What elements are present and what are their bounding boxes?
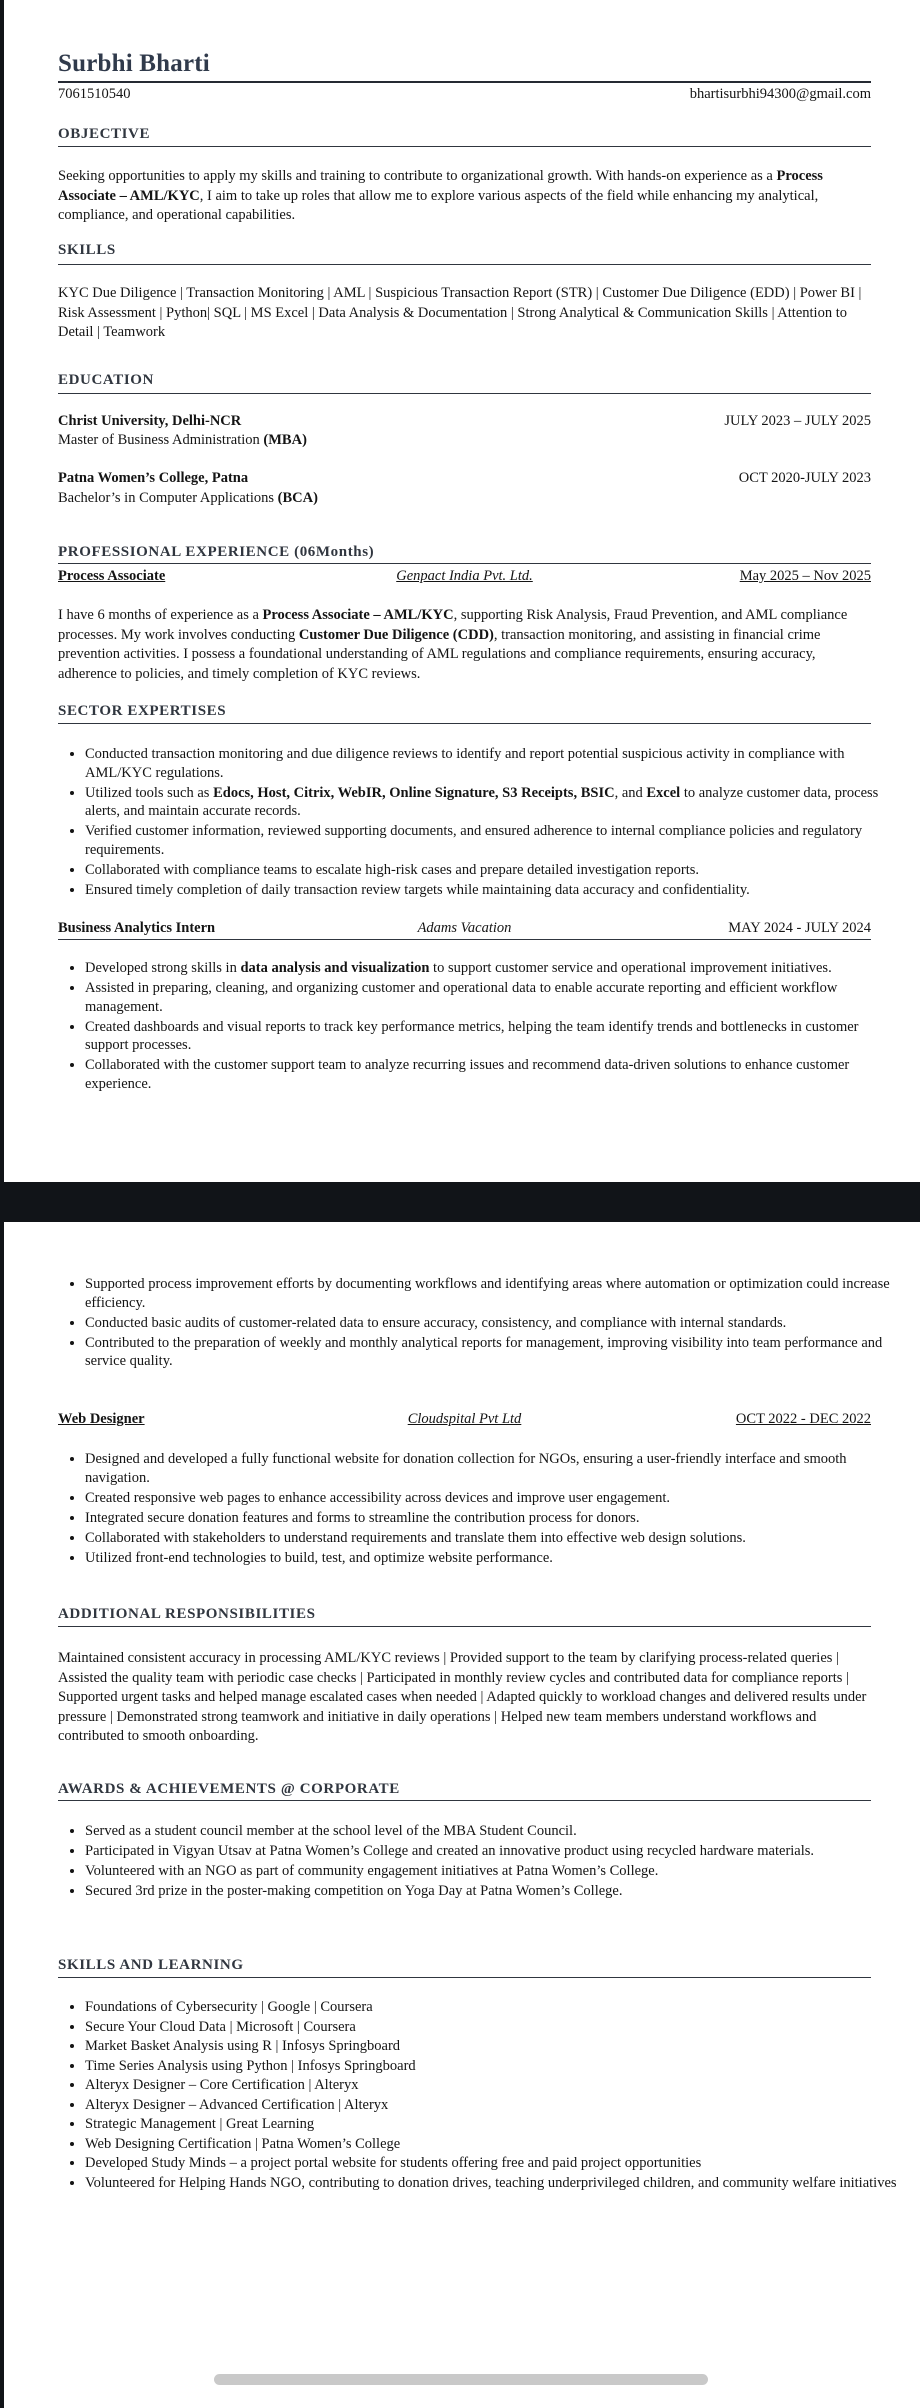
education-degree-1: Master of Business Administration (MBA): [58, 432, 307, 448]
internship-bullets: [58, 959, 898, 1095]
list-item: • Volunteered for Helping Hands NGO, contributing to donation drives, teaching underprivileged children, and community welfare initiatives: [85, 2174, 898, 2192]
skills-heading: SKILLS: [58, 242, 116, 258]
job-role: Web Designer: [58, 1411, 145, 1427]
contact-row: [58, 86, 871, 103]
list-item: • Served as a student council member at the school level of the MBA Student Council.: [85, 1822, 898, 1841]
page-gap: [0, 1182, 920, 1222]
list-item: • Participated in Vigyan Utsav at Patna Women’s College and created an innovative product using recycled hardware materials.: [85, 1842, 898, 1861]
job-company: Genpact India Pvt. Ltd.: [396, 568, 533, 584]
education-dates: OCT 2020-JULY 2023: [738, 470, 871, 486]
list-item: • Developed Study Minds – a project portal website for students offering free and paid project opportunities: [85, 2154, 898, 2172]
list-item: • Conducted basic audits of customer-related data to ensure accuracy, consistency, and compliance with internal standards.: [85, 1314, 898, 1333]
additional-responsibilities-heading: ADDITIONAL RESPONSIBILITIES: [58, 1606, 316, 1622]
job-header-web-designer: [58, 1410, 871, 1429]
list-item: • Collaborated with compliance teams to escalate high-risk cases and prepare detailed investigation reports.: [85, 861, 898, 880]
candidate-name: Surbhi Bharti: [58, 50, 210, 77]
resume-page-1: [4, 0, 920, 1182]
additional-responsibilities-text: Maintained consistent accuracy in processing AML/KYC reviews | Provided support to the team by clarifying process-related queries | Assisted the quality team with periodic case checks | Participated in monthly review cycles and contributed data for compliance reports | Supported urgent tasks and helped manage escalated cases when needed | Adapted quickly to workload changes and delivered results under pressure | Demonstrated strong teamwork and initiative in daily operations | Helped new team members understand workflows and contributed to smooth onboarding.: [58, 1650, 867, 1744]
job-header-business-analytics-intern: [58, 919, 871, 938]
email-address: bhartisurbhi94300@gmail.com: [689, 86, 871, 102]
internship-bullets-continued: [58, 1275, 898, 1372]
objective-text: Seeking opportunities to apply my skills and training to contribute to organizational growth. With hands-on experience as a Process Associate – AML/KYC, I aim to take up roles that allow me to explore various aspects of the field while enhancing my analytical, compliance, and operational capabilities.: [58, 168, 823, 223]
list-item: • Alteryx Designer – Advanced Certification | Alteryx: [85, 2096, 898, 2114]
skills-divider: [58, 264, 871, 265]
skills-learning-heading: SKILLS AND LEARNING: [58, 1957, 244, 1973]
list-item: • Utilized tools such as Edocs, Host, Citrix, WebIR, Online Signature, S3 Receipts, BSIC, and Excel to analyze customer data, process alerts, and maintain accurate records.: [85, 784, 898, 821]
list-item: • Alteryx Designer – Core Certification | Alteryx: [85, 2076, 898, 2094]
list-item: • Conducted transaction monitoring and due diligence reviews to identify and report potential suspicious activity in compliance with AML/KYC regulations.: [85, 745, 898, 782]
list-item: • Utilized front-end technologies to build, test, and optimize website performance.: [85, 1549, 898, 1568]
list-item: • Designed and developed a fully functional website for donation collection for NGOs, ensuring a user-friendly interface and smooth navigation.: [85, 1450, 898, 1487]
list-item: • Secured 3rd prize in the poster-making competition on Yoga Day at Patna Women’s College.: [85, 1882, 898, 1901]
list-item: • Assisted in preparing, cleaning, and organizing customer and operational data to enable accurate reporting and efficient workflow management.: [85, 979, 898, 1016]
job-dates: May 2025 – Nov 2025: [739, 568, 871, 584]
education-divider: [58, 393, 871, 394]
list-item: • Market Basket Analysis using R | Infosys Springboard: [85, 2037, 898, 2055]
list-item: • Time Series Analysis using Python | Infosys Springboard: [85, 2057, 898, 2075]
skills-learning-list: [58, 1998, 898, 2193]
additional-responsibilities-divider: [58, 1626, 871, 1627]
list-item: • Developed strong skills in data analysis and visualization to support customer service and operational improvement initiatives.: [85, 959, 898, 978]
awards-list: [58, 1822, 898, 1902]
list-item: • Collaborated with stakeholders to understand requirements and translate them into effective web design solutions.: [85, 1529, 898, 1548]
job-summary: I have 6 months of experience as a Process Associate – AML/KYC, supporting Risk Analysis, Fraud Prevention, and AML compliance processes. My work involves conducting Customer Due Diligence (CDD), transaction monitoring, and assisting in financial crime prevention activities. I possess a foundational understanding of AML regulations and compliance requirements, ensuring accuracy, adherence to policies, and timely completion of KYC reviews.: [58, 607, 848, 682]
list-item: • Secure Your Cloud Data | Microsoft | Coursera: [85, 2018, 898, 2036]
list-item: • Strategic Management | Great Learning: [85, 2115, 898, 2133]
list-item: • Volunteered with an NGO as part of community engagement initiatives at Patna Women’s College.: [85, 1862, 898, 1881]
awards-heading: AWARDS & ACHIEVEMENTS @ CORPORATE: [58, 1781, 400, 1797]
list-item: • Integrated secure donation features and forms to streamline the contribution process for donors.: [85, 1509, 898, 1528]
job-dates: MAY 2024 - JULY 2024: [728, 920, 871, 936]
education-degree-2: Bachelor’s in Computer Applications (BCA): [58, 490, 318, 506]
skills-text: KYC Due Diligence | Transaction Monitoring | AML | Suspicious Transaction Report (STR) | Customer Due Diligence (EDD) | Power BI | Risk Assessment | Python| SQL | MS Excel | Data Analysis & Documentation | Strong Analytical & Communication Skills | Attention to Detail | Teamwork: [58, 285, 862, 340]
awards-divider: [58, 1800, 871, 1801]
web-designer-bullets: [58, 1450, 898, 1569]
list-item: • Supported process improvement efforts by documenting workflows and identifying areas where automation or optimization could increase efficiency.: [85, 1275, 898, 1312]
list-item: • Foundations of Cybersecurity | Google | Coursera: [85, 1998, 898, 2016]
job-header-process-associate: [58, 567, 871, 586]
job-company: Cloudspital Pvt Ltd: [407, 1411, 522, 1427]
experience-heading: PROFESSIONAL EXPERIENCE (06Months): [58, 544, 375, 560]
job-role: Business Analytics Intern: [58, 920, 216, 936]
sector-expertise-list: [58, 745, 898, 901]
job-divider: [58, 939, 871, 940]
job-dates: OCT 2022 - DEC 2022: [735, 1411, 871, 1427]
sector-expertise-heading: SECTOR EXPERTISES: [58, 703, 227, 719]
list-item: • Web Designing Certification | Patna Women’s College: [85, 2135, 898, 2153]
list-item: • Ensured timely completion of daily transaction review targets while maintaining data accuracy and confidentiality.: [85, 881, 898, 900]
header-divider: [58, 81, 871, 84]
objective-divider: [58, 146, 871, 147]
phone-number: 7061510540: [58, 86, 131, 102]
job-role: Process Associate: [58, 568, 166, 584]
list-item: • Created responsive web pages to enhance accessibility across devices and improve user engagement.: [85, 1489, 898, 1508]
institution-name: Patna Women’s College, Patna: [58, 470, 249, 486]
list-item: • Collaborated with the customer support team to analyze recurring issues and recommend data-driven solutions to enhance customer experience.: [85, 1056, 898, 1093]
institution-name: Christ University, Delhi-NCR: [58, 413, 242, 429]
horizontal-scrollbar[interactable]: [214, 2374, 708, 2385]
job-company: Adams Vacation: [417, 920, 512, 936]
objective-heading: OBJECTIVE: [58, 126, 151, 142]
education-dates: JULY 2023 – JULY 2025: [724, 413, 871, 429]
experience-divider: [58, 563, 871, 564]
skills-learning-divider: [58, 1977, 871, 1978]
list-item: • Contributed to the preparation of weekly and monthly analytical reports for management, improving visibility into team performance and service quality.: [85, 1334, 898, 1371]
list-item: • Created dashboards and visual reports to track key performance metrics, helping the team identify trends and bottlenecks in customer support processes.: [85, 1018, 898, 1055]
education-entry-2: [58, 469, 871, 488]
list-item: • Verified customer information, reviewed supporting documents, and ensured adherence to internal compliance policies and regulatory requirements.: [85, 822, 898, 859]
sector-expertise-divider: [58, 723, 871, 724]
resume-page-2: [4, 1222, 920, 2408]
education-heading: EDUCATION: [58, 372, 154, 388]
education-entry-1: [58, 412, 871, 431]
